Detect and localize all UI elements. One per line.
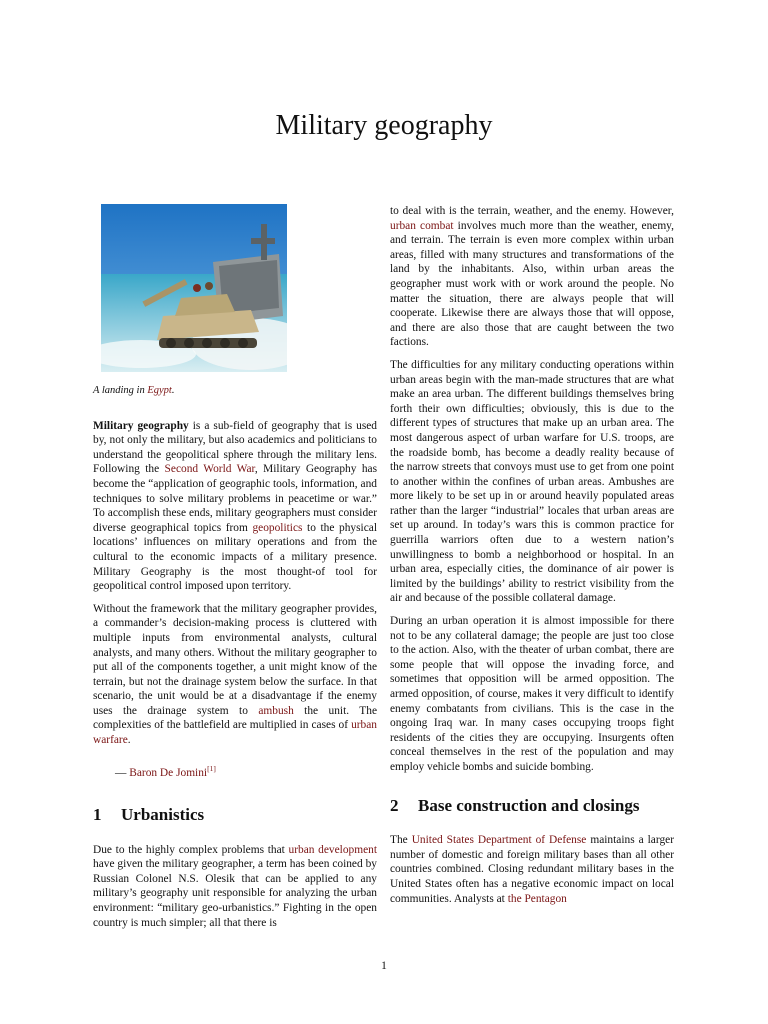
reference-1-link[interactable]: [1] xyxy=(207,763,216,773)
inline-link[interactable]: the Pentagon xyxy=(507,892,567,905)
figure-caption: A landing in Egypt. xyxy=(93,385,175,396)
inline-link[interactable]: ambush xyxy=(258,704,294,717)
egypt-link[interactable]: Egypt xyxy=(147,385,172,396)
text-run: to deal with is the terrain, weather, and the enemy. However, xyxy=(390,205,674,217)
right-column xyxy=(390,204,674,914)
page-number: 1 xyxy=(381,960,387,972)
amphibious-landing-photo-icon xyxy=(101,204,287,372)
text-run: The difficulties for any military conducting operations within urban areas begin with the man-made structures that are what make an area urban. The different buildings themselves bring forth their own difficulties; obviously, this is due to the different types of structures that make up an urban area. The most dangerous aspect of urban warfare for U.S. troops, are the roadside bomb, has become a deadly reality because of the narrow streets that convoys must use to get from one point to another within the confines of urban areas. Ambushes are more likely to be set up in or around heavily populated areas rather than the larger “industrial” locales that urban areas are set up around. In today’s wars this is common practice for guerrilla warriors often due to a western nation’s unwillingness to bomb a neighborhood or hospital. In an urban area, especially cities, the dominance of air power is limited by the buildings’ ability to restrict visibility from the air and because of the possible collateral damage. xyxy=(390,358,674,605)
urbanistics-paragraph xyxy=(93,843,377,931)
text-run: , Military Geography has become the “application of geographic tools, information, and techniques to solve military problems in peacetime or war.” To accomplish these ends, military geographers must consider diverse geographical topics from xyxy=(93,463,378,534)
left-column xyxy=(93,204,377,938)
text-run: Without the framework that the military geographer provides, a commander’s decision-making process is cluttered with multiple inputs from environmental analysts, cultural analysts, and many others. Without the military geographer to put all of the components together, a unit might know of the terrain, but not the drainage system below the surface. In that scenario, the unit would be at a disadvantage if the enemy uses the drainage system to xyxy=(93,602,377,717)
page-title: Military geography xyxy=(275,110,493,141)
operation-paragraph xyxy=(390,614,674,775)
inline-link[interactable]: urban warfare xyxy=(93,719,377,747)
section-heading-base-construction: 2 Base construction and closings xyxy=(390,795,640,815)
inline-link[interactable]: United States Department of Defense xyxy=(411,834,587,847)
inline-link[interactable]: urban development xyxy=(288,843,377,856)
text-run: . xyxy=(127,734,131,747)
intro-paragraph xyxy=(93,419,377,594)
baron-de-jomini-link[interactable]: Baron De Jomini xyxy=(129,766,208,779)
inline-link[interactable]: Second World War xyxy=(164,463,255,476)
text-run: to the physical locations’ influences on military operations and from the cultural to the economic impacts of a military presence. Military Geography is the most thought-of tool for geopolitical control imposed upon territory. xyxy=(93,521,377,593)
figure xyxy=(101,204,287,372)
bases-paragraph xyxy=(390,833,674,906)
section-heading-urbanistics: 1 Urbanistics xyxy=(93,805,205,825)
text-run: The xyxy=(390,834,412,847)
text-run: have given the military geographer, a term has been coined by Russian Colonel N.S. Olesik that can be applied to any military’s geography unit responsible for analyzing the urban environment: “military geo-urbanistics.” Fighting in the open country is much simpler; all that there is xyxy=(93,858,377,929)
text-run: the unit. The complexities of the battlefield are multiplied in cases of xyxy=(93,704,377,732)
bold-term: Military geography xyxy=(93,419,189,432)
text-run: During an urban operation it is almost impossible for there not to be any collateral damage; the people are just too close to the action. Also, with the theater of urban combat, there are some people that will oppose the invading force, and sometimes that opposition will be armed opposition. The armed opposition, of course, makes it very difficult to identify enemy combatants from civilians. This is the case in the ongoing Iraq war. In many cases occupying troops fight residents of the cities they are occupying. Insurgents often conceal themselves in the rest of the population and may employ vehicle bombs and suicide bombing. xyxy=(390,615,674,773)
framework-paragraph xyxy=(93,602,377,748)
text-run: Due to the highly complex problems that xyxy=(93,843,289,856)
text-run: maintains a larger number of domestic and foreign military bases than all other countries combined. Closing redundant military bases in the United States often has a negative economic impact on local communities. Analysts at xyxy=(390,834,674,905)
inline-link[interactable]: urban combat xyxy=(390,219,454,232)
difficulties-paragraph xyxy=(390,358,674,606)
continued-paragraph xyxy=(390,204,674,350)
text-run: is a sub-field of geography that is used by, not only the military, but also academics and politicians to understand the geopolitical sphere through the military lens. Following the xyxy=(93,419,378,476)
text-run: involves much more than the weather, enemy, and terrain. The terrain is even more complex within urban areas, filled with many structures and transformations of the land by the inhabitants. Also, within urban areas the geographer must work with or work around the people. No matter the situation, there are always people that will cooperate. Likewise there are always those that will oppose, and there are also those that are caught between the two factions. xyxy=(390,219,674,349)
inline-link[interactable]: geopolitics xyxy=(252,521,303,534)
quote-attribution: — Baron De Jomini[1] xyxy=(115,763,216,779)
